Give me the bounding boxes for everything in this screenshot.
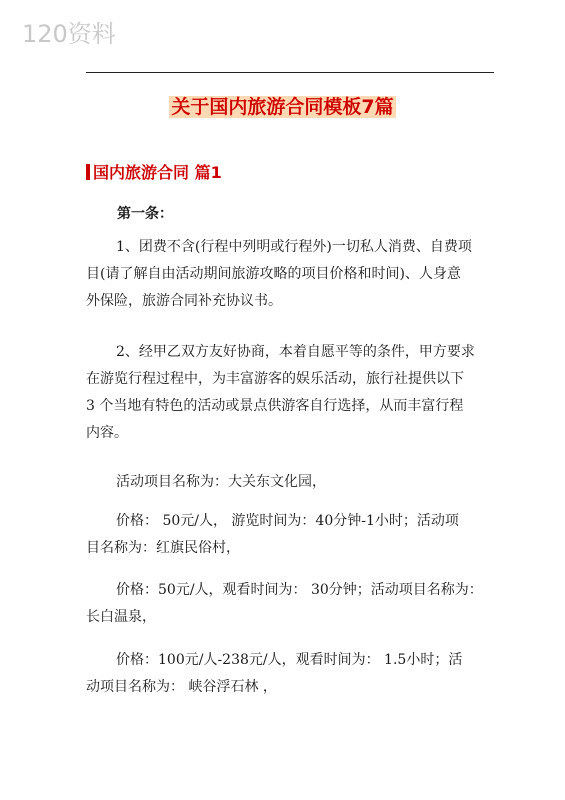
paragraph-5 — [86, 577, 496, 631]
document-title — [0, 92, 565, 119]
paragraph-line: 外保险，旅游合同补充协议书。 — [86, 293, 282, 309]
paragraph-line: 3 个当地有特色的活动或景点供游客自行选择，从而丰富行程 — [86, 398, 464, 414]
paragraph-6 — [86, 647, 496, 701]
paragraph-line: 目(请了解自由活动期间旅游攻略的项目价格和时间)、人身意 — [86, 266, 461, 282]
paragraph-line: 内容。 — [86, 425, 128, 441]
section-heading — [86, 160, 222, 183]
paragraph-line: 目名称为：红旗民俗村， — [86, 540, 240, 556]
paragraph-2 — [86, 339, 496, 447]
paragraph-3 — [86, 469, 496, 496]
article-label: 第一条： — [117, 206, 173, 222]
paragraph-line: 1、团费不含(行程中列明或行程外)一切私人消费、自费项 — [116, 239, 472, 255]
paragraph-line: 活动项目名称为：大关东文化园， — [116, 474, 326, 490]
header-divider — [86, 72, 494, 73]
paragraph-line: 长白温泉， — [86, 609, 156, 625]
paragraph-1 — [86, 234, 496, 315]
paragraph-4 — [86, 508, 496, 562]
section-heading-text: 国内旅游合同 篇1 — [93, 163, 222, 182]
paragraph-line: 价格：100元/人-238元/人，观看时间为： 1.5小时；活 — [116, 652, 463, 668]
paragraph-line: 2、经甲乙双方友好协商，本着自愿平等的条件，甲方要求 — [116, 344, 475, 360]
paragraph-line: 动项目名称为： 峡谷浮石林 ， — [86, 679, 277, 695]
paragraph-line: 在游览行程过程中，为丰富游客的娱乐活动，旅行社提供以下 — [86, 371, 464, 387]
paragraph-line: 价格：50元/人，观看时间为： 30分钟；活动项目名称为： — [116, 582, 483, 598]
watermark-logo: 120资料 — [22, 20, 116, 48]
document-title-text: 关于国内旅游合同模板7篇 — [171, 96, 394, 118]
section-marker-icon — [86, 164, 90, 180]
paragraph-line: 价格： 50元/人， 游览时间为：40分钟-1小时；活动项 — [116, 513, 459, 529]
